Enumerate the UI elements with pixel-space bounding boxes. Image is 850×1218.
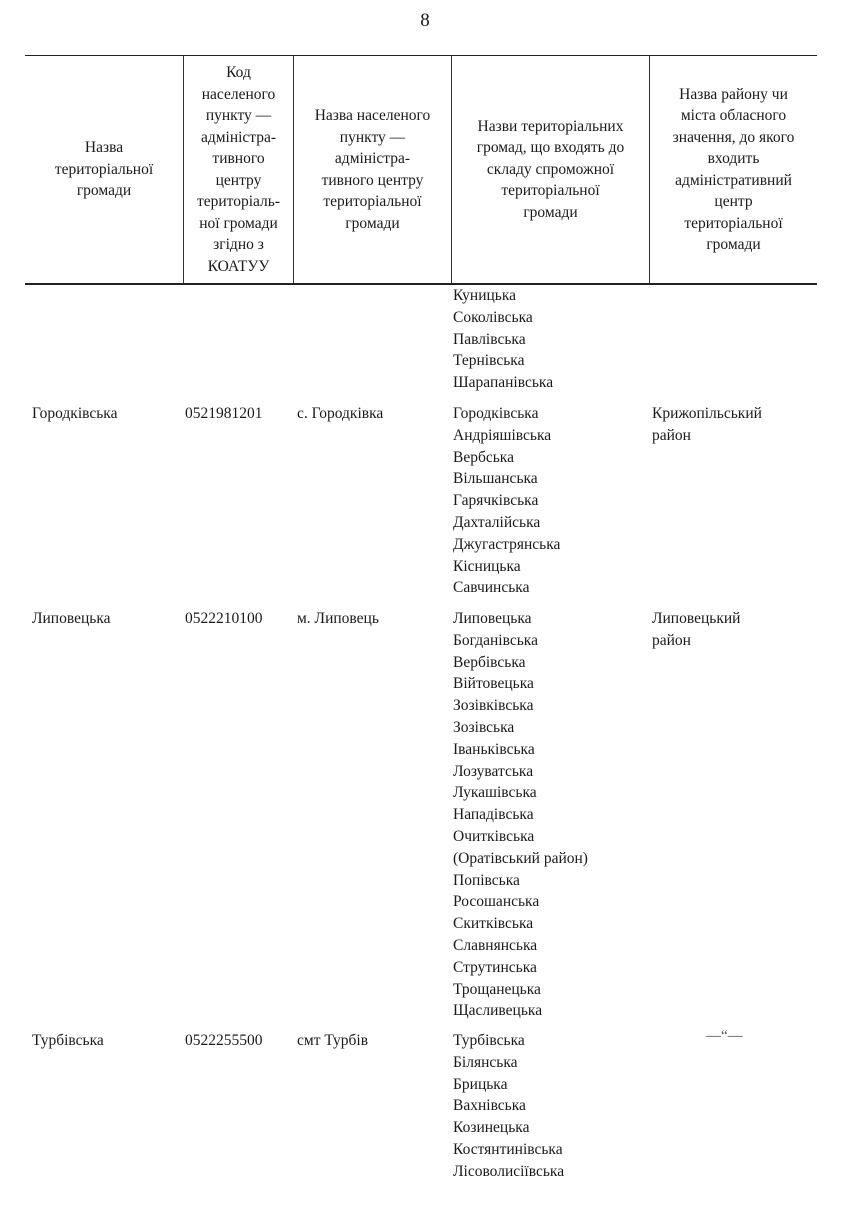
member-community: Скитківська: [453, 915, 534, 933]
header-district: Назва району чи міста обласного значення, до якого входить адміністративний центр територіальної громади: [672, 85, 795, 253]
member-community: Росошанська: [453, 893, 540, 911]
member-community: Нападівська: [453, 806, 534, 824]
member-community: Джугастрянська: [453, 535, 561, 553]
member-community: Куницька: [453, 287, 517, 304]
member-community: Гарячківська: [453, 492, 539, 510]
header-center-name: Назва населеного пункту — адміністра- тивного центру територіальної громади: [314, 107, 431, 232]
community-name: Городківська: [32, 405, 118, 422]
member-community: Очитківська: [453, 827, 535, 845]
member-community: Лозуватська: [453, 762, 534, 780]
center-name: смт Турбів: [297, 1032, 369, 1049]
community-name: Липовецька: [32, 610, 111, 627]
member-community: Костянтинівська: [453, 1140, 563, 1158]
header-community-name: Назва територіальної громади: [54, 139, 154, 200]
member-communities-list: [453, 608, 588, 1022]
member-community: Зозівківська: [453, 697, 534, 715]
member-community: Соколівська: [453, 308, 533, 326]
member-community: Брицька: [453, 1075, 508, 1093]
member-community: Шарапанівська: [453, 374, 554, 392]
member-community: Трощанецька: [453, 980, 541, 998]
member-community: Струтинська: [453, 958, 537, 976]
member-community: Павлівська: [453, 330, 526, 348]
member-community: Лукашівська: [453, 784, 537, 802]
header-member-communities: Назви територіальних громад, що входять до складу спроможної територіальної громади: [476, 117, 625, 221]
district-name: Крижопільський район: [652, 405, 762, 444]
member-community: Вільшанська: [453, 470, 538, 488]
member-community: Іваньківська: [453, 740, 535, 758]
community-name: Турбівська: [32, 1032, 104, 1049]
member-community: Липовецька: [453, 610, 532, 627]
member-communities-list: [453, 1030, 564, 1183]
continuation-communities-list: [453, 285, 553, 394]
table-header-bottom-rule: [25, 283, 817, 285]
member-community: Попівська: [453, 871, 520, 889]
center-name: м. Липовець: [297, 610, 379, 627]
member-community: Турбівська: [453, 1032, 525, 1049]
member-community: Вахнівська: [453, 1097, 526, 1115]
koatuu-code: 0522255500: [185, 1032, 263, 1049]
member-community: Славнянська: [453, 936, 538, 954]
member-community: Війтовецька: [453, 675, 534, 693]
member-community: Дахталійська: [453, 513, 541, 531]
member-community: Андріяшівська: [453, 426, 552, 444]
member-community: Вербська: [453, 448, 514, 466]
member-community: Зозівська: [453, 718, 515, 736]
member-community: Лісоволисіївська: [453, 1162, 565, 1180]
koatuu-code: 0521981201: [185, 405, 263, 422]
page-number: 8: [420, 10, 430, 31]
header-koatuu-code: Код населеного пункту — адміністра- тивного центру територіаль- ної громади згідно з КОАТУУ: [196, 64, 281, 275]
member-community: Вербівська: [453, 653, 526, 671]
district-name: Липовецький район: [652, 610, 741, 649]
member-community: Тернівська: [453, 352, 525, 370]
member-community: (Оратівський район): [453, 849, 588, 867]
member-communities-list: [453, 403, 560, 599]
member-community: Кісницька: [453, 557, 521, 575]
member-community: Богданівська: [453, 631, 538, 649]
koatuu-code: 0522210100: [185, 610, 263, 627]
member-community: Козинецька: [453, 1119, 530, 1137]
center-name: с. Городківка: [297, 405, 384, 422]
member-community: Городківська: [453, 405, 539, 422]
member-community: Білянська: [453, 1053, 518, 1071]
member-community: Савчинська: [453, 579, 530, 597]
member-community: Щасливецька: [453, 1002, 543, 1020]
ditto-mark: —“—: [706, 1028, 743, 1044]
